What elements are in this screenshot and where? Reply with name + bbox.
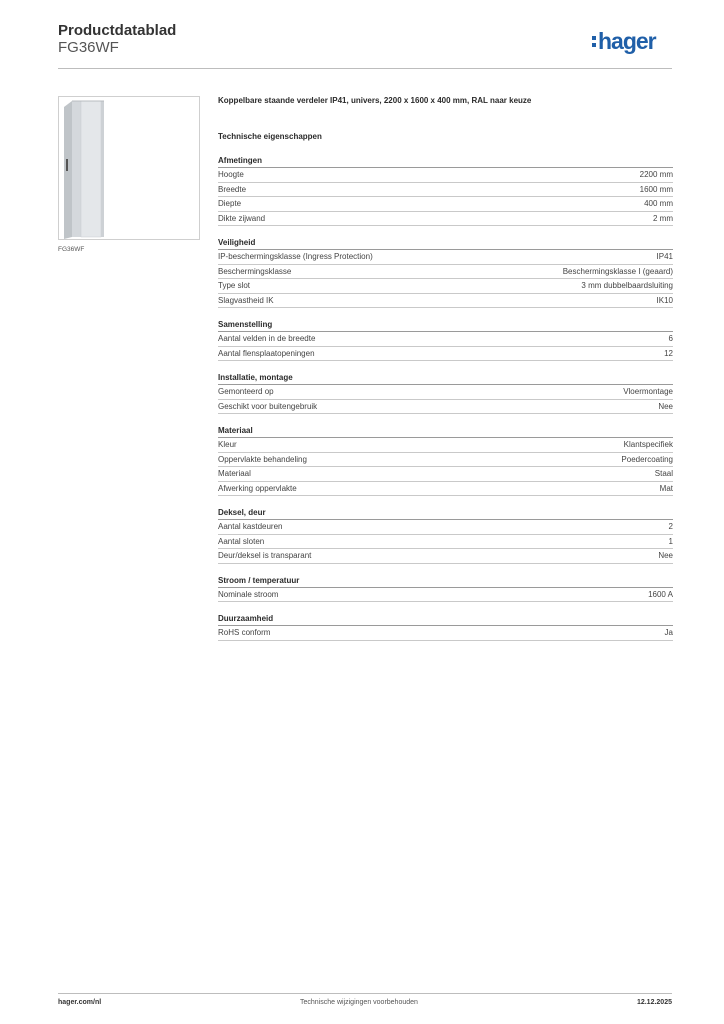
hager-logo (592, 28, 674, 54)
row-value: Poedercoating (621, 454, 673, 464)
row-value: Nee (658, 551, 673, 560)
section-title: Afmetingen (218, 155, 673, 168)
table-row (218, 549, 673, 564)
table-row (218, 294, 673, 309)
section-stroom-temperatuur (218, 575, 673, 603)
section-title: Samenstelling (218, 319, 673, 332)
row-value: 1 (668, 536, 673, 546)
section-veiligheid (218, 237, 673, 308)
row-label: Aantal flensplaatopeningen (218, 348, 315, 358)
product-description: Koppelbare staande verdeler IP41, univers, 2200 x 1600 x 400 mm, RAL naar keuze (218, 96, 532, 105)
table-row (218, 438, 673, 453)
table-row (218, 347, 673, 362)
row-value: 3 mm dubbelbaardsluiting (581, 281, 673, 290)
page-title: Productdatablad (58, 22, 177, 39)
row-label: RoHS conform (218, 628, 271, 637)
table-row (218, 467, 673, 482)
row-label: IP-beschermingsklasse (Ingress Protection) (218, 252, 373, 261)
section-title: Materiaal (218, 425, 673, 438)
row-value: 1600 A (648, 589, 673, 599)
row-value: 6 (668, 334, 673, 343)
row-label: Beschermingsklasse (218, 266, 292, 276)
row-value: IK10 (656, 295, 673, 305)
row-label: Afwerking oppervlakte (218, 483, 297, 493)
row-value: Vloermontage (623, 387, 673, 396)
table-row (218, 197, 673, 212)
table-row (218, 212, 673, 227)
section-title: Duurzaamheid (218, 613, 673, 626)
table-row (218, 250, 673, 265)
row-value: Beschermingsklasse I (geaard) (562, 266, 673, 276)
row-value: 1600 mm (639, 184, 673, 194)
header-divider (58, 68, 672, 69)
row-value: Ja (664, 628, 673, 637)
section-duurzaamheid (218, 613, 673, 641)
row-value: IP41 (656, 252, 673, 261)
row-label: Oppervlakte behandeling (218, 454, 307, 464)
footer-note: Technische wijzigingen voorbehouden (300, 999, 418, 1006)
section-title: Veiligheid (218, 237, 673, 250)
row-value: Staal (654, 469, 673, 478)
row-label: Gemonteerd op (218, 387, 274, 396)
table-row (218, 482, 673, 497)
row-label: Nominale stroom (218, 589, 279, 599)
row-value: 2 (668, 522, 673, 531)
row-value: 2200 mm (639, 170, 673, 179)
row-label: Breedte (218, 184, 247, 194)
footer-website-link[interactable]: hager.com/nl (58, 999, 102, 1006)
row-label: Slagvastheid IK (218, 295, 274, 305)
row-label: Aantal kastdeuren (218, 522, 283, 531)
row-value: Mat (659, 483, 673, 493)
product-code: FG36WF (58, 39, 119, 56)
row-value: 2 mm (653, 213, 673, 223)
row-value: Nee (658, 401, 673, 411)
row-label: Hoogte (218, 170, 244, 179)
table-row (218, 279, 673, 294)
table-row (218, 535, 673, 550)
footer-divider (58, 993, 672, 994)
row-value: 12 (664, 348, 673, 358)
footer-date: 12.12.2025 (636, 999, 672, 1006)
image-caption: FG36WF (58, 246, 85, 253)
section-afmetingen (218, 155, 673, 226)
row-label: Type slot (218, 281, 251, 290)
row-value: Klantspecifiek (623, 440, 673, 449)
row-value: 400 mm (644, 199, 673, 208)
table-row (218, 265, 673, 280)
row-label: Deur/deksel is transparant (218, 551, 312, 560)
logo-text: hager (598, 28, 656, 54)
section-title: Installatie, montage (218, 372, 673, 385)
table-row (218, 385, 673, 400)
table-row (218, 400, 673, 415)
row-label: Diepte (218, 199, 242, 208)
section-samenstelling (218, 319, 673, 361)
row-label: Aantal sloten (218, 536, 265, 546)
row-label: Materiaal (218, 469, 251, 478)
row-label: Aantal velden in de breedte (218, 334, 316, 343)
cabinet-illustration (59, 97, 199, 239)
row-label: Dikte zijwand (218, 213, 266, 223)
section-materiaal (218, 425, 673, 496)
table-row (218, 453, 673, 468)
table-row (218, 588, 673, 603)
row-label: Geschikt voor buitengebruik (218, 401, 318, 411)
product-image (58, 96, 200, 240)
table-row (218, 332, 673, 347)
table-row (218, 168, 673, 183)
table-row (218, 183, 673, 198)
row-label: Kleur (218, 440, 237, 449)
section-installatie-montage (218, 372, 673, 414)
properties-table (218, 155, 673, 652)
table-row (218, 626, 673, 641)
section-deksel-deur (218, 507, 673, 564)
table-row (218, 520, 673, 535)
technical-properties-heading: Technische eigenschappen (218, 132, 322, 141)
section-title: Deksel, deur (218, 507, 673, 520)
section-title: Stroom / temperatuur (218, 575, 673, 588)
